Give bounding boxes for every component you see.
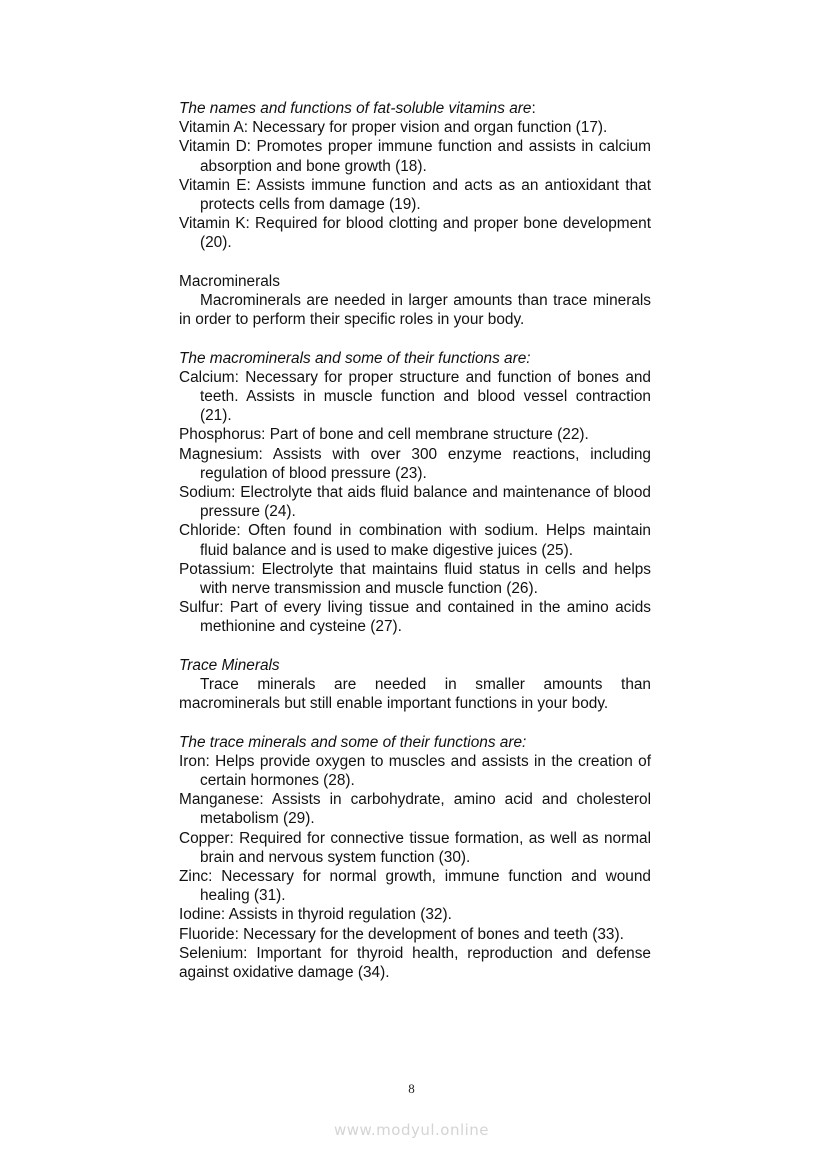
fluoride-item: Fluoride: Necessary for the development of bones and teeth (33). (179, 925, 624, 943)
macrominerals-intro: The macrominerals and some of their functions are: (179, 349, 531, 367)
magnesium-item: Magnesium: Assists with over 300 enzyme reactions, including regulation of blood pressure (23). (179, 445, 651, 482)
watermark: www.modyul.online (333, 1121, 490, 1139)
zinc-item: Zinc: Necessary for normal growth, immune function and wound healing (31). (179, 868, 651, 905)
phosphorus-item: Phosphorus: Part of bone and cell membrane structure (22). (179, 426, 589, 444)
iron-item: Iron: Helps provide oxygen to muscles and assists in the creation of certain hormones (28). (179, 752, 651, 790)
trace-minerals-heading: Trace Minerals (179, 656, 280, 674)
vitamin-d-item: Vitamin D: Promotes proper immune function and assists in calcium absorption and bone growth (18). (179, 138, 651, 175)
vitamin-k-item: Vitamin K: Required for blood clotting and proper bone development (20). (179, 215, 651, 252)
page-content (179, 99, 651, 982)
chloride-item: Chloride: Often found in combination with sodium. Helps maintain fluid balance and is used to make digestive juices (25). (179, 522, 651, 559)
vitamin-a-item: Vitamin A: Necessary for proper vision and organ function (17). (179, 119, 608, 137)
trace-minerals-description: Trace minerals are needed in smaller amounts than macrominerals but still enable important functions in your body. (179, 676, 651, 713)
macrominerals-heading: Macrominerals (179, 272, 280, 290)
spacer (179, 329, 651, 348)
fat-soluble-intro-colon: : (531, 100, 536, 117)
page-number: 8 (408, 1081, 415, 1096)
vitamin-e-item: Vitamin E: Assists immune function and acts as an antioxidant that protects cells from damage (19). (179, 176, 651, 214)
calcium-item: Calcium: Necessary for proper structure and function of bones and teeth. Assists in muscle function and blood vessel contraction (21). (179, 368, 651, 425)
trace-minerals-intro: The trace minerals and some of their functions are: (179, 733, 527, 751)
sodium-item: Sodium: Electrolyte that aids fluid balance and maintenance of blood pressure (24). (179, 484, 651, 521)
iodine-item: Iodine: Assists in thyroid regulation (32). (179, 906, 452, 924)
fat-soluble-intro (179, 99, 651, 118)
fat-soluble-intro-text: The names and functions of fat-soluble vitamins are (179, 100, 532, 117)
manganese-item: Manganese: Assists in carbohydrate, amino acid and cholesterol metabolism (29). (179, 791, 651, 828)
spacer (179, 713, 651, 732)
copper-item: Copper: Required for connective tissue formation, as well as normal brain and nervous system function (30). (179, 829, 651, 866)
sulfur-item: Sulfur: Part of every living tissue and contained in the amino acids methionine and cysteine (27). (179, 599, 651, 636)
spacer (179, 637, 651, 656)
selenium-item: Selenium: Important for thyroid health, reproduction and defense against oxidative damage (34). (179, 944, 651, 982)
potassium-item: Potassium: Electrolyte that maintains fluid status in cells and helps with nerve transmission and muscle function (26). (179, 560, 651, 598)
spacer (179, 253, 651, 272)
macrominerals-description: Macrominerals are needed in larger amounts than trace minerals in order to perform their specific roles in your body. (179, 292, 651, 329)
